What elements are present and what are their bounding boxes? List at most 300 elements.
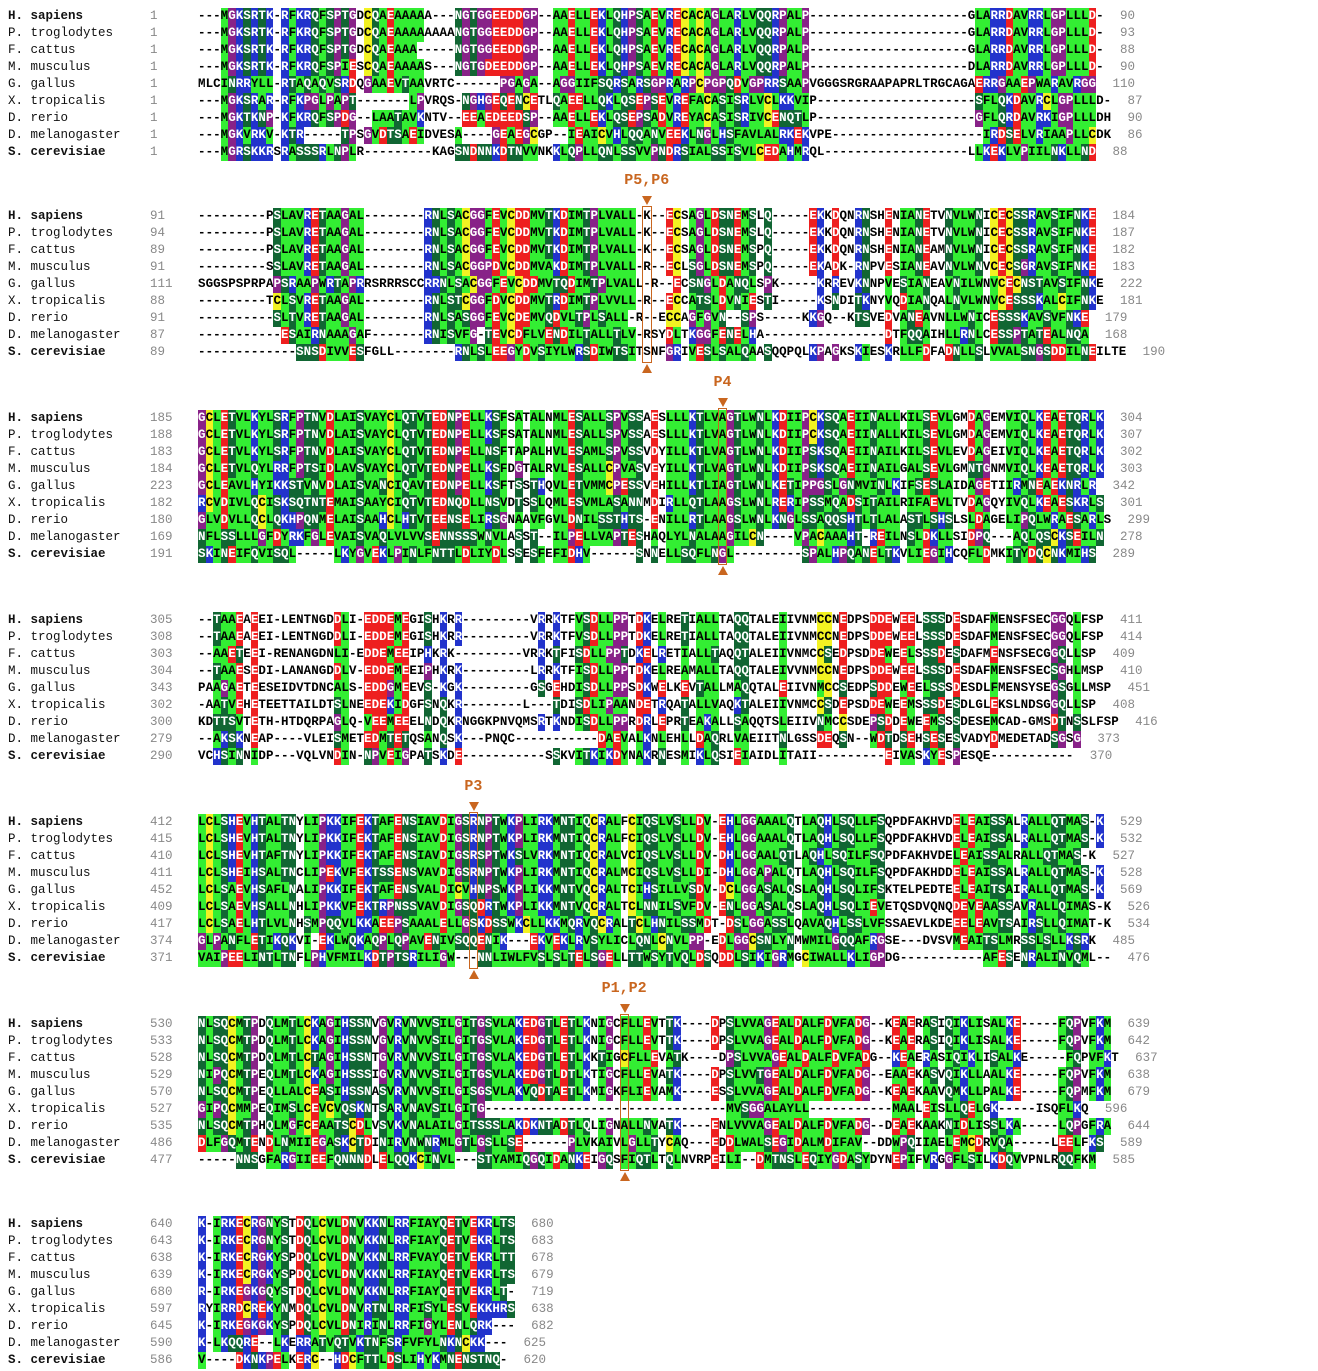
residue: L [726, 732, 734, 746]
residue: A [764, 681, 772, 695]
residue: A [681, 664, 689, 678]
residue: Q [1050, 815, 1059, 829]
residue: G [484, 9, 493, 23]
residue: I [220, 77, 229, 91]
residue: R [303, 60, 312, 74]
residue: P [628, 43, 636, 57]
residue: T [696, 479, 704, 493]
residue: K [220, 732, 229, 746]
residue: Q [726, 77, 734, 91]
start-position: 1 [150, 60, 158, 74]
residue: E [590, 26, 598, 40]
residue: N [922, 294, 931, 308]
residue: N [892, 209, 900, 223]
residue: G [462, 60, 470, 74]
residue: L [764, 411, 772, 425]
residue: A [907, 849, 915, 863]
residue: Q [847, 866, 855, 880]
residue: - [877, 26, 885, 40]
residue: I [394, 698, 402, 712]
residue: L [741, 43, 749, 57]
residue: T [620, 647, 629, 661]
residue: V [333, 345, 342, 359]
residue: V [499, 496, 508, 510]
residue: - [484, 613, 493, 627]
residue: L [537, 462, 546, 476]
residue: S [635, 547, 644, 561]
residue: A [982, 513, 991, 527]
residue: R [990, 60, 998, 74]
residue: L [560, 479, 568, 493]
residue: M [552, 815, 561, 829]
residue: T [545, 715, 553, 729]
residue: P [650, 145, 659, 159]
residue: - [318, 547, 327, 561]
residue: N [967, 462, 976, 476]
residue: S [990, 849, 998, 863]
residue: S [628, 428, 636, 442]
residue: T [628, 664, 636, 678]
end-position: 222 [1120, 277, 1143, 291]
residue: G [1050, 630, 1059, 644]
residue: S [877, 715, 885, 729]
residue: A [341, 277, 349, 291]
residue: S [454, 277, 463, 291]
residue: N [311, 479, 319, 493]
residue: E [1096, 294, 1104, 308]
residue: - [364, 226, 372, 240]
residue: A [288, 145, 297, 159]
residue: T [386, 128, 395, 142]
residue: L [975, 60, 983, 74]
residue: S [703, 294, 712, 308]
residue: S [952, 715, 961, 729]
residue: - [545, 111, 553, 125]
residue: D [567, 681, 576, 695]
residue: S [462, 815, 470, 829]
residue: T [733, 428, 742, 442]
residue: - [228, 294, 236, 308]
residue: R [930, 77, 938, 91]
residue: E [431, 411, 440, 425]
residue: N [628, 698, 636, 712]
residue: I [1005, 479, 1014, 493]
residue: A [681, 311, 689, 325]
residue: A [1028, 815, 1036, 829]
residue: - [877, 328, 885, 342]
residue: N [952, 345, 961, 359]
residue: L [892, 445, 900, 459]
residue: P [892, 832, 900, 846]
residue: D [567, 715, 576, 729]
residue: W [967, 260, 976, 274]
residue: F [982, 630, 991, 644]
residue: A [477, 111, 485, 125]
residue: L [1073, 630, 1081, 644]
residue: F [205, 530, 214, 544]
residue: S [235, 277, 244, 291]
residue: G [447, 145, 455, 159]
residue: E [401, 647, 410, 661]
residue: - [907, 145, 915, 159]
residue: V [960, 294, 968, 308]
residue: L [862, 513, 870, 527]
residue: E [484, 111, 493, 125]
residue: N [1005, 664, 1014, 678]
residue: L [741, 411, 749, 425]
residue: L [311, 698, 319, 712]
residue: G [477, 209, 485, 223]
residue: N [877, 479, 885, 493]
residue: L [590, 462, 598, 476]
residue: M [1065, 832, 1074, 846]
residue: - [477, 630, 485, 644]
residue: - [771, 260, 780, 274]
alignment-row [0, 748, 1318, 765]
residue: K [1088, 277, 1097, 291]
residue: L [733, 849, 742, 863]
residue: I [741, 749, 749, 763]
residue: E [235, 630, 244, 644]
residue: E [718, 832, 727, 846]
residue: E [839, 630, 848, 644]
residue: V [431, 128, 440, 142]
residue: - [522, 613, 531, 627]
residue: T [469, 43, 478, 57]
residue: N [967, 328, 976, 342]
residue: S [326, 26, 334, 40]
alignment-row [0, 680, 1318, 697]
residue: A [333, 328, 342, 342]
residue: V [847, 277, 855, 291]
residue: T [794, 866, 802, 880]
residue: W [605, 345, 614, 359]
residue: N [318, 681, 327, 695]
residue: Q [733, 664, 742, 678]
residue: P [567, 530, 576, 544]
residue: L [213, 530, 221, 544]
residue: T [341, 128, 349, 142]
start-position: 188 [150, 428, 173, 442]
residue: S [462, 866, 470, 880]
residue: E [922, 226, 931, 240]
residue: A [726, 43, 734, 57]
residue: V [416, 530, 425, 544]
residue: E [643, 698, 651, 712]
residue: A [213, 732, 221, 746]
residue: - [235, 311, 244, 325]
residue: V [499, 294, 508, 308]
residue: - [831, 60, 840, 74]
residue: - [265, 647, 274, 661]
residue: L [484, 345, 493, 359]
residue: G [484, 26, 493, 40]
residue: A [756, 815, 764, 829]
residue: A [748, 647, 757, 661]
residue: K [326, 832, 334, 846]
residue: E [884, 226, 893, 240]
residue: N [454, 9, 463, 23]
residue: I [567, 243, 576, 257]
residue: S [877, 866, 885, 880]
residue: R [1088, 479, 1097, 493]
residue: L [703, 530, 712, 544]
residue: T [333, 277, 342, 291]
residue: E [1020, 732, 1029, 746]
residue: T [424, 428, 432, 442]
residue: A [975, 815, 983, 829]
residue: C [673, 209, 681, 223]
residue: N [228, 77, 236, 91]
residue: P [198, 681, 206, 695]
residue: R [356, 145, 365, 159]
residue: N [982, 294, 991, 308]
residue: H [620, 60, 629, 74]
residue: G [967, 43, 976, 57]
residue: R [854, 209, 863, 223]
residue: N [952, 277, 961, 291]
residue: I [341, 749, 349, 763]
residue: G [198, 428, 206, 442]
residue: L [696, 647, 704, 661]
residue: I [665, 479, 674, 493]
residue: T [401, 732, 410, 746]
residue: L [1050, 294, 1059, 308]
residue: C [997, 715, 1006, 729]
residue: T [733, 445, 742, 459]
residue: N [658, 749, 666, 763]
residue: E [507, 94, 515, 108]
residue: G [1050, 698, 1059, 712]
residue: M [530, 311, 538, 325]
residue: A [348, 311, 357, 325]
residue: I [416, 849, 425, 863]
residue: S [514, 530, 523, 544]
residue: A [854, 547, 863, 561]
residue: N [779, 111, 787, 125]
residue: Q [409, 732, 417, 746]
residue: D [635, 681, 644, 695]
residue: - [394, 294, 402, 308]
residue: K [333, 815, 342, 829]
residue: T [469, 26, 478, 40]
residue: A [424, 9, 432, 23]
residue: P [265, 732, 274, 746]
residue: V [605, 209, 614, 223]
residue: - [545, 60, 553, 74]
residue: I [311, 849, 319, 863]
start-position: 180 [150, 513, 173, 527]
residue: D [937, 647, 946, 661]
residue: - [394, 145, 402, 159]
residue: - [794, 260, 802, 274]
residue: S [1081, 698, 1089, 712]
residue: - [824, 60, 832, 74]
residue: - [469, 77, 478, 91]
residue: M [809, 630, 817, 644]
residue: K [884, 345, 893, 359]
residue: L [771, 681, 780, 695]
residue: E [997, 664, 1006, 678]
residue: - [1035, 749, 1044, 763]
residue: T [409, 496, 417, 510]
residue: W [748, 513, 757, 527]
residue: K [643, 630, 651, 644]
residue: R [575, 345, 583, 359]
alignment-row [0, 444, 1318, 461]
residue: V [235, 496, 244, 510]
residue: - [303, 128, 312, 142]
residue: T [794, 832, 802, 846]
residue: I [447, 832, 455, 846]
residue: D [590, 664, 598, 678]
residue: - [235, 294, 244, 308]
residue: D [258, 664, 266, 678]
residue: A [605, 496, 614, 510]
residue: W [884, 698, 893, 712]
residue: A [952, 77, 961, 91]
residue: V [658, 43, 666, 57]
residue: N [756, 445, 764, 459]
residue: V [296, 226, 304, 240]
residue: G [409, 613, 417, 627]
residue: I [779, 749, 787, 763]
residue: T [243, 715, 251, 729]
residue: S [650, 849, 659, 863]
residue: V [620, 445, 629, 459]
residue: K [1096, 445, 1104, 459]
residue: V [960, 732, 968, 746]
residue: V [945, 277, 953, 291]
residue: S [1081, 866, 1089, 880]
residue: D [522, 226, 531, 240]
residue: - [409, 311, 417, 325]
residue: E [922, 715, 931, 729]
residue: L [703, 513, 712, 527]
residue: E [469, 111, 478, 125]
residue: W [499, 815, 508, 829]
residue: E [945, 849, 953, 863]
residue: - [198, 226, 206, 240]
residue: K [605, 749, 614, 763]
residue: W [967, 226, 976, 240]
residue: - [892, 26, 900, 40]
residue: A [839, 462, 848, 476]
residue: C [952, 547, 961, 561]
residue: Q [1058, 698, 1066, 712]
residue: D [967, 428, 976, 442]
residue: S [409, 849, 417, 863]
residue: C [816, 530, 825, 544]
residue: V [348, 664, 357, 678]
residue: E [771, 613, 780, 627]
residue: A [560, 9, 568, 23]
residue: V [499, 209, 508, 223]
residue: - [990, 749, 998, 763]
residue: D [975, 732, 983, 746]
residue: E [997, 630, 1006, 644]
residue: P [764, 277, 772, 291]
residue: C [522, 94, 531, 108]
residue: R [424, 209, 432, 223]
residue: Q [741, 613, 749, 627]
residue: E [650, 664, 659, 678]
residue: - [250, 209, 259, 223]
residue: A [688, 647, 697, 661]
residue: S [809, 513, 817, 527]
residue: S [635, 530, 644, 544]
residue: N [975, 209, 983, 223]
residue: T [288, 698, 297, 712]
residue: Q [250, 513, 259, 527]
residue: A [711, 94, 719, 108]
residue: L [1081, 111, 1089, 125]
residue: S [1020, 226, 1029, 240]
residue: M [997, 732, 1006, 746]
residue: L [688, 866, 697, 880]
residue: - [794, 226, 802, 240]
residue: - [869, 328, 878, 342]
residue: - [809, 328, 817, 342]
residue: L [1043, 815, 1051, 829]
residue: V [552, 445, 561, 459]
residue: R [243, 77, 251, 91]
residue: K [258, 145, 266, 159]
residue: S [273, 496, 281, 510]
residue: N [431, 260, 440, 274]
residue: S [937, 715, 946, 729]
residue: V [228, 513, 236, 527]
residue: E [1088, 260, 1097, 274]
residue: Q [635, 128, 644, 142]
residue: V [296, 311, 304, 325]
residue: C [696, 60, 704, 74]
residue: W [748, 496, 757, 510]
residue: E [326, 866, 334, 880]
residue: G [477, 243, 485, 257]
residue: E [990, 145, 998, 159]
residue: - [839, 128, 848, 142]
residue: - [831, 311, 840, 325]
residue: E [364, 664, 372, 678]
residue: R [997, 9, 1006, 23]
residue: S [809, 496, 817, 510]
residue: - [854, 43, 863, 57]
residue: T [258, 815, 266, 829]
residue: L [1035, 866, 1044, 880]
residue: A [530, 445, 538, 459]
residue: E [869, 345, 878, 359]
residue: E [794, 128, 802, 142]
residue: - [635, 243, 644, 257]
residue: P [756, 243, 764, 257]
residue: R [303, 209, 312, 223]
residue: T [794, 111, 802, 125]
residue: K [598, 111, 606, 125]
residue: I [779, 647, 787, 661]
residue: N [1081, 145, 1089, 159]
residue: T [560, 613, 568, 627]
residue: G [469, 328, 478, 342]
residue: C [462, 243, 470, 257]
residue: A [379, 111, 387, 125]
residue: S [824, 445, 832, 459]
residue: L [990, 111, 998, 125]
residue: - [213, 94, 221, 108]
residue: S [718, 145, 727, 159]
residue: H [431, 664, 440, 678]
residue: R [281, 145, 289, 159]
